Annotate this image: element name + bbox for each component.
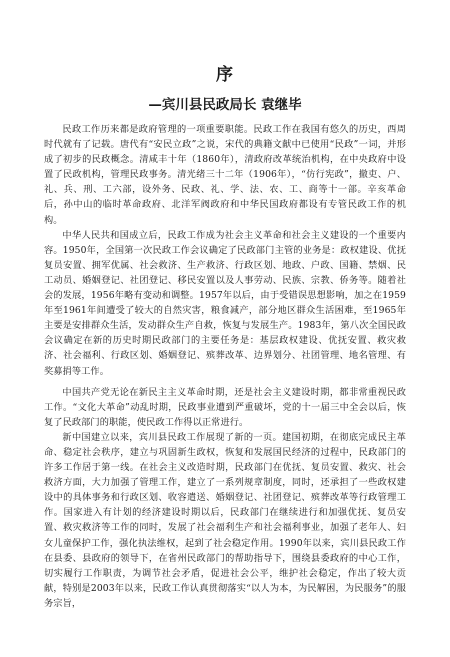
paragraph: 民政工作历来都是政府管理的一项重要职能。民政工作在我国有悠久的历史，西周时代就有了记载。唐代有“安民立政”之说，宋代的典籍文献中已使用“民政”一词，并形成了初步的民政概念。清咸丰十年（1860年），清政府改革统治机构，在中央政府中设置了民政机构，管理民政事务。清光绪三十二年（1906年），“仿行宪政”，撤吏、户、礼、兵、刑、工六部，设外务、民政、礼、学、法、农、工、商等十一部。辛亥革命后，孙中山的临时革命政府、北洋军阀政府和中华民国政府都设有专管民政工作的机构。 — [44, 124, 406, 226]
document-body — [44, 122, 406, 611]
page-title: 序 — [216, 65, 234, 85]
paragraph: 中华人民共和国成立后，民政工作成为社会主义革命和社会主义建设的一个重要内容。1950年，全国第一次民政工作会议确定了民政部门主管的业务是：政权建设、优抚复员安置、拥军优属、社会救济、生产救济、行政区划、地政、户政、国籍、禁烟、民工动员、婚姻登记、社团登记、移民安置以及人事劳动、民族、宗教、侨务等。随着社会的发展，1956年略有变动和调整。1957年以后，由于受错误思想影响，加之在1959年至1961年间遭受了较大的自然灾害，粮食减产，部分地区群众生活困难，至1965年主要是安排群众生活，发动群众生产自救，恢复与发展生产。1983年，第八次全国民政会议确定在新的历史时期民政部门的主要任务是：基层政权建设、优抚安置、救灾救济、社会福利、行政区划、婚姻登记、殡葬改革、边界划分、社团管理、地名管理、有奖募捐等工作。 — [44, 229, 406, 377]
page-subtitle: —宾川县民政局长 袁继毕 — [148, 97, 302, 113]
paragraph: 中国共产党无论在新民主主义革命时期，还是社会主义建设时期，都非常重视民政工作。“文化大革命”动乱时期，民政事业遭到严重破坏，党的十一届三中全会以后，恢复了民政部门的职能，使民政工作得以正常进行。 — [44, 386, 406, 428]
paragraph: 新中国建立以来，宾川县民政工作展现了新的一页。建国初期，在彻底完成民主革命、稳定社会秩序，建立与巩固新生政权，恢复和发展国民经济的过程中，民政部门的许多工作居于第一线。在社会主义改造时期，民政部门在优抚、复员安置、救灾、社会救济方面，大力加强了管理工作，建立了一系列规章制度，同时，还承担了一些政权建设中的具体事务和行政区划、收容遣送、婚姻登记、社团登记、殡葬改革等行政管理工作。国家进入有计划的经济建设时期以后，民政部门在继续进行和加强优抚、复员安置、救灾救济等工作的同时，发展了社会福利生产和社会福利事业，加强了老年人、妇女儿童保护工作，强化执法维权，起到了社会稳定作用。1990年以来，宾川县民政工作在县委、县政府的领导下，在省州民政部门的帮助指导下，围绕县委政府的中心工作，切实履行工作职责，为调节社会矛盾，促进社会公平，维护社会稳定，作出了较大贡献，特别是2003年以来，民政工作认真贯彻落实“以人为本，为民解困，为民服务”的服务宗旨， — [44, 431, 406, 609]
